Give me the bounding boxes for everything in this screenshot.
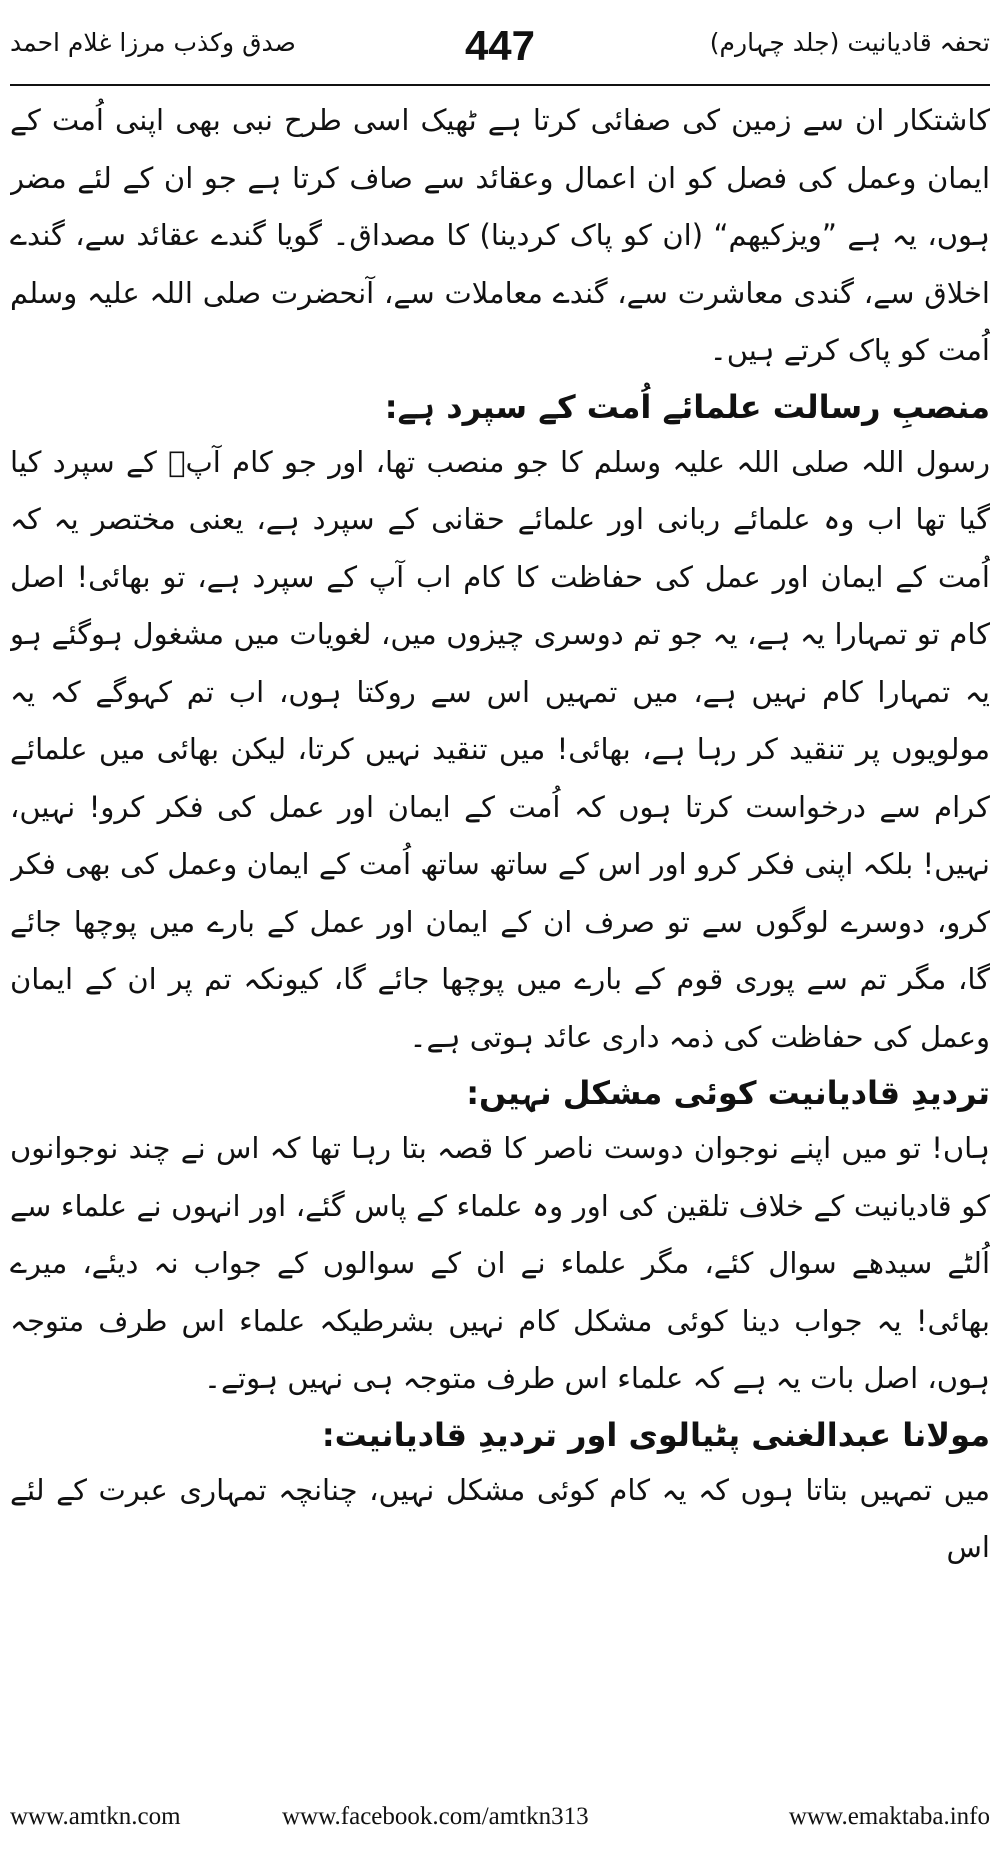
page-number: 447 (464, 22, 536, 69)
page-header (10, 22, 990, 72)
page-footer (10, 1800, 990, 1834)
section-heading-1: منصبِ رسالت علمائے اُمت کے سپرد ہے: (384, 387, 990, 426)
header-divider (10, 84, 990, 86)
section-heading-2: تردیدِ قادیانیت کوئی مشکل نہیں: (466, 1074, 990, 1112)
chapter-title: صدق وکذب مرزا غلام احمد (10, 28, 296, 57)
footer-link-facebook[interactable]: www.facebook.com/amtkn313 (282, 1803, 589, 1830)
page-body (10, 92, 990, 1752)
footer-link-emaktaba[interactable]: www.emaktaba.info (788, 1803, 990, 1830)
paragraph-1: کاشتکار ان سے زمین کی صفائی کرتا ہے ٹھیک اسی طرح نبی بھی اپنی اُمت کے ایمان وعمل کی فصل کو ان اعمال وعقائد سے صاف کرتا ہے جو ان کے لئے مضر ہوں، یہ ہے ”ویزکیھم“ (ان کو پاک کردینا) کا مصداق۔ گویا گندے عقائد سے، گندے اخلاق سے، گندی معاشرت سے، گندے معاملات سے، آنحضرت صلی اللہ علیہ وسلم اُمت کو پاک کرتے ہیں۔ (10, 103, 990, 367)
footer-link-amtkn[interactable]: www.amtkn.com (10, 1803, 181, 1830)
paragraph-3: ہاں! تو میں اپنے نوجوان دوست ناصر کا قصہ بتا رہا تھا کہ اس نے چند نوجوانوں کو قادیانیت کے خلاف تلقین کی اور وہ علماء کے پاس گئے، اور انہوں نے علماء سے اُلٹے سیدھے سوال کئے، مگر علماء نے ان کے سوالوں کے جواب نہ دیئے، میرے بھائی! یہ جواب دینا کوئی مشکل کام نہیں بشرطیکہ علماء اس طرف متوجہ ہوں، اصل بات یہ ہے کہ علماء اس طرف متوجہ ہی نہیں ہوتے۔ (10, 1131, 990, 1395)
section-heading-3: مولانا عبدالغنی پٹیالوی اور تردیدِ قادیانیت: (321, 1415, 990, 1454)
paragraph-4: میں تمہیں بتاتا ہوں کہ یہ کام کوئی مشکل نہیں، چنانچہ تمہاری عبرت کے لئے اس (10, 1472, 990, 1564)
book-title: تحفہ قادیانیت (جلد چہارم) (709, 28, 990, 57)
paragraph-2: رسول اللہ صلی اللہ علیہ وسلم کا جو منصب تھا، اور جو کام آپؐ کے سپرد کیا گیا تھا اب وہ علمائے ربانی اور علمائے حقانی کے سپرد ہے، یعنی مختصر یہ کہ اُمت کے ایمان اور عمل کی حفاظت کا کام اب آپ کے سپرد ہے، تو بھائی! اصل کام تو تمہارا یہ ہے، یہ جو تم دوسری چیزوں میں، لغویات میں مشغول ہوگئے ہو یہ تمہارا کام نہیں ہے، میں تمہیں اس سے روکتا ہوں، اب تم کہوگے کہ یہ مولویوں پر تنقید کر رہا ہے، بھائی! میں تنقید نہیں کرتا، لیکن بھائی میں علمائے کرام سے درخواست کرتا ہوں کہ اُمت کے ایمان اور عمل کی فکر کرو! نہیں، نہیں! بلکہ اپنی فکر کرو اور اس کے ساتھ ساتھ اُمت کے ایمان وعمل کی بھی فکر کرو، دوسرے لوگوں سے تو صرف ان کے ایمان اور عمل کے بارے میں پوچھا جائے گا، مگر تم سے پوری قوم کے بارے میں پوچھا جائے گا، کیونکہ تم پر ان کے ایمان وعمل کی حفاظت کی ذمہ داری عائد ہوتی ہے۔ (10, 444, 990, 1054)
